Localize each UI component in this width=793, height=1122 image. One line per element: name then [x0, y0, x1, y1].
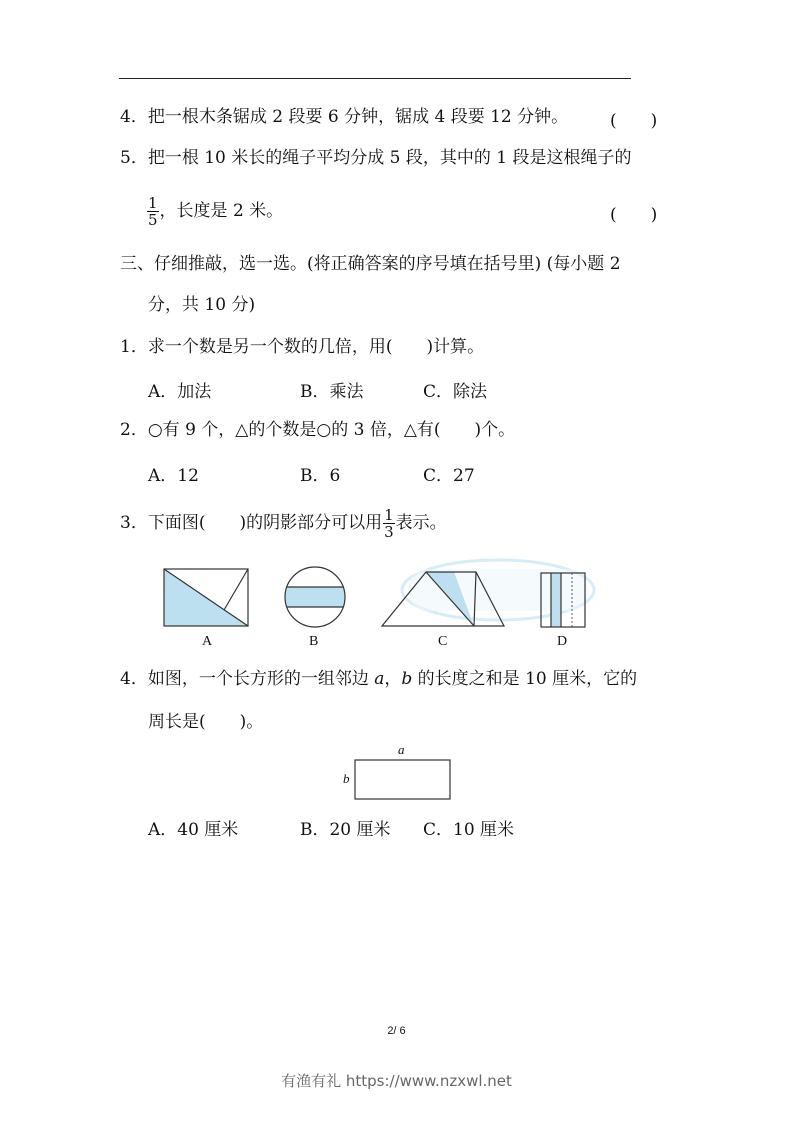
question-number: 2．	[120, 420, 148, 440]
figure-b[interactable]	[283, 565, 349, 631]
judge-question-4	[120, 106, 568, 128]
question-number: 1．	[120, 337, 148, 357]
question-text: 如图，一个长方形的一组邻边	[147, 669, 375, 689]
question-text: ，长度是 2 米。	[159, 201, 284, 221]
rectangle-figure	[354, 759, 452, 801]
option-a[interactable]: A．40 厘米	[148, 820, 239, 840]
section-title-cont: 分，共 10 分)	[148, 295, 256, 315]
question-number: 4．	[120, 107, 148, 127]
rect-label-b: b	[343, 771, 350, 786]
question-number: 4．	[120, 669, 148, 689]
option-c[interactable]: C．除法	[423, 382, 488, 402]
figure-c[interactable]	[380, 570, 508, 630]
question-text: 把一根 10 米长的绳子平均分成 5 段，其中的 1 段是这根绳子的	[147, 148, 632, 168]
question-text: ，	[384, 669, 402, 689]
option-a[interactable]: A．12	[148, 466, 199, 486]
answer-paren[interactable]: ( )	[610, 111, 658, 131]
option-c[interactable]: C．10 厘米	[423, 820, 515, 840]
section-title: 三、仔细推敲，选一选。(将正确答案的序号填在括号里) (每小题 2	[120, 254, 621, 274]
figure-d[interactable]	[540, 572, 588, 630]
question-text: 求一个数是另一个数的几倍，用( )计算。	[147, 337, 485, 357]
answer-paren[interactable]: ( )	[610, 205, 658, 225]
fraction: $\frac{1}{5}$	[148, 194, 158, 229]
top-rule	[119, 78, 631, 79]
figure-label-a: A	[202, 634, 213, 649]
figure-label-c: C	[438, 634, 448, 649]
figure-label-d: D	[557, 634, 568, 649]
variable-a: a	[374, 669, 385, 689]
question-text: 的长度之和是 10 厘米，它的	[412, 669, 638, 689]
judge-question-5-line2	[146, 192, 283, 230]
option-b[interactable]: B．20 厘米	[300, 820, 391, 840]
choice-question-4	[120, 668, 637, 690]
question-text: 表示。	[395, 513, 447, 533]
question-number: 5．	[120, 148, 148, 168]
option-a[interactable]: A．加法	[148, 382, 212, 402]
judge-question-5	[120, 147, 632, 169]
variable-b: b	[401, 669, 413, 689]
question-text: 下面图( )的阴影部分可以用	[147, 513, 383, 533]
option-b[interactable]: B．乘法	[300, 382, 364, 402]
question-number: 3．	[120, 513, 148, 533]
figure-a[interactable]	[163, 568, 251, 630]
figure-label-b: B	[309, 634, 319, 649]
choice-question-4-line2: 周长是( )。	[148, 712, 264, 732]
option-c[interactable]: C．27	[423, 466, 475, 486]
choice-question-2	[120, 419, 515, 441]
question-text: ○有 9 个，△的个数是○的 3 倍，△有( )个。	[147, 420, 516, 440]
option-b[interactable]: B．6	[300, 466, 341, 486]
footer-link[interactable]: 有渔有礼 https://www.nzxwl.net	[281, 1072, 512, 1090]
choice-question-3	[120, 503, 447, 543]
page-number: 2/ 6	[387, 1025, 406, 1037]
rect-label-a: a	[398, 742, 405, 757]
question-text: 把一根木条锯成 2 段要 6 分钟，锯成 4 段要 12 分钟。	[147, 107, 569, 127]
choice-question-1	[120, 336, 484, 358]
fraction: $\frac{1}{3}$	[384, 506, 394, 541]
